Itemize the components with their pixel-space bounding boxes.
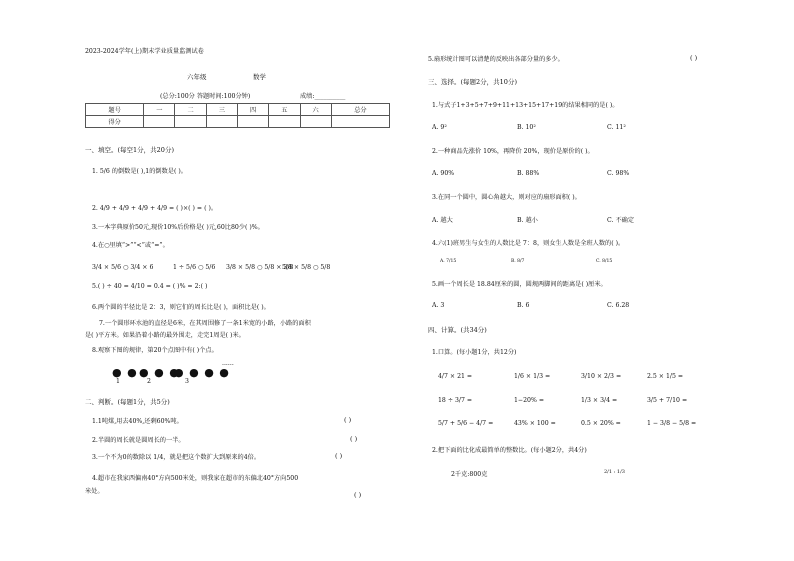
choice-3-c[interactable]: C. 不确定 (607, 217, 635, 224)
calc-item: 2.5 × 1/5 = (647, 373, 684, 380)
compare-b: 1 ÷ 5/6 ○ 5/6 (173, 264, 216, 271)
choice-3-a[interactable]: A. 越大 (432, 217, 453, 224)
question-1-8: 8.观察下图的规律，第20个点图中有( )个点。 (92, 347, 218, 354)
choice-5-c[interactable]: C. 6.28 (607, 302, 630, 309)
table-cell[interactable] (331, 116, 389, 128)
compare-d: 5/8 × 5/8 ○ 5/8 (282, 264, 331, 271)
answer-bracket[interactable]: ( ) (335, 452, 343, 460)
dot-figure-3: ● ● ● ● (174, 366, 230, 379)
table-cell: 得分 (86, 116, 144, 128)
table-cell: 三 (206, 104, 237, 116)
choice-4-b[interactable]: B. 8/7 (511, 259, 525, 264)
question-1-5: 5.( ) ÷ 40 = 4/10 = 0.4 = ( )% = 2:( ) (92, 283, 208, 290)
judge-4-line2: 米处。 (85, 488, 104, 495)
calc-item: 1−20% = (514, 397, 545, 404)
ratio-b: 2/1 : 1/3 (604, 469, 625, 475)
choice-5-b[interactable]: B. 6 (517, 302, 530, 309)
calc-item: 3/5 + 7/10 = (647, 397, 688, 404)
choice-4-a[interactable]: A. 7/15 (440, 259, 457, 264)
dot-figure-1: ● ● (112, 366, 138, 379)
table-cell: 题号 (86, 104, 144, 116)
choice-5-a[interactable]: A. 3 (432, 302, 445, 309)
table-cell[interactable] (175, 116, 206, 128)
compare-c: 3/8 × 5/8 ○ 5/8 × 3/8 (226, 264, 294, 271)
calc-item: 4/7 × 21 = (438, 373, 473, 380)
question-1-1: 1. 5/6 的倒数是( ),1的倒数是( )。 (92, 168, 187, 175)
table-cell: 二 (175, 104, 206, 116)
question-1-2: 2. 4/9 + 4/9 + 4/9 + 4/9 = ( )×( ) = ( )。 (92, 205, 218, 212)
choice-2-b[interactable]: B. 88% (517, 170, 540, 177)
table-row (86, 104, 390, 116)
calc-item: 1/6 × 1/3 = (514, 373, 551, 380)
question-1-6: 6.两个圆的半径比是 2：3，则它们的周长比是( )，面积比是( )。 (92, 304, 270, 311)
judge-3: 3.一个不为0的数除以 1/4，就是把这个数扩大到原来的4倍。 (92, 454, 261, 461)
answer-bracket[interactable]: ( ) (350, 435, 358, 443)
answer-bracket[interactable]: ( ) (344, 416, 352, 424)
section-2-title: 二、判断。(每题1分，共5分) (85, 398, 170, 406)
question-1-7-line2: 是( )平方米。如果沿着小路的最外围走，走完1周是( )米。 (85, 332, 245, 339)
choice-2-c[interactable]: C. 98% (607, 170, 630, 177)
table-cell[interactable] (144, 116, 175, 128)
subject-label: 数学 (253, 73, 266, 81)
table-cell[interactable] (300, 116, 331, 128)
dot-figure-2: ● ● ● (139, 366, 180, 379)
table-row (86, 116, 390, 128)
calc-item: 1 − 3/8 − 5/8 = (647, 420, 697, 427)
question-1-4: 4.在○里填“>”“<”或“=”。 (92, 242, 169, 249)
table-cell: 总分 (331, 104, 389, 116)
choice-3: 3.在同一个圆中，圆心角越大，则对应的扇形面积( )。 (432, 194, 581, 201)
calc-item: 0.5 × 20% = (581, 420, 621, 427)
table-cell[interactable] (206, 116, 237, 128)
dot-label-2: 2 (147, 378, 151, 385)
calc-item: 43% × 100 = (514, 420, 556, 427)
question-1-7-line1: 7.一个圆形环水池的直径是6米，在其周围修了一条1米宽的小路，小路的面积 (99, 320, 311, 327)
ratio-a: 2千克:800克 (451, 471, 488, 478)
section-4-title: 四、计算。(共34分) (428, 326, 487, 334)
answer-bracket[interactable]: ( ) (690, 54, 698, 62)
choice-1: 1.与式子1+3+5+7+9+11+13+15+17+19的结果相同的是( )。 (432, 102, 619, 109)
score-table (85, 103, 390, 128)
table-cell: 六 (300, 104, 331, 116)
calc-item: 18 ÷ 3/7 = (438, 397, 473, 404)
judge-5: 5.扇形统计图可以清楚的反映出各部分量的多少。 (428, 56, 564, 63)
choice-3-b[interactable]: B. 越小 (517, 217, 538, 224)
table-cell[interactable] (237, 116, 268, 128)
score-field: 成绩:__________ (300, 93, 346, 100)
section-3-title: 三、选择。(每题2分，共10分) (428, 78, 517, 86)
judge-4-line1: 4.超市在我家西偏南40°方向500米处，则我家在超市的东偏北40°方向500 (92, 475, 299, 482)
dot-label-1: 1 (116, 378, 120, 385)
answer-bracket[interactable]: ( ) (354, 491, 362, 499)
choice-2-a[interactable]: A. 90% (432, 170, 455, 177)
calc-item: 5/7 + 5/6 − 4/7 = (438, 420, 494, 427)
question-1-3: 3.一本字典原价50元,现价10%后价格是( )元,60比80少( )%。 (92, 224, 264, 231)
section-1-title: 一、填空。(每空1分，共20分) (85, 146, 174, 154)
table-cell[interactable] (269, 116, 300, 128)
judge-2: 2.半圆的周长就是圆周长的一半。 (92, 437, 185, 444)
grade-label: 六年级 (187, 73, 207, 81)
choice-1-b[interactable]: B. 10² (517, 124, 536, 131)
dot-ellipsis: ······ (222, 362, 234, 369)
table-cell: 五 (269, 104, 300, 116)
exam-meta: (总分:100分 答题时间:100分钟) (160, 93, 251, 100)
compare-a: 3/4 × 5/6 ○ 3/4 × 6 (92, 264, 154, 271)
calc-1-title: 1.口算。(每小题1分，共12分) (432, 349, 517, 356)
choice-5: 5.画一个周长是 18.84厘米的圆，圆规两脚间的距离是( )厘米。 (432, 281, 607, 288)
calc-item: 1/3 × 3/4 = (581, 397, 618, 404)
table-cell: 一 (144, 104, 175, 116)
calc-item: 3/10 × 2/3 = (581, 373, 622, 380)
table-cell: 四 (237, 104, 268, 116)
choice-1-c[interactable]: C. 11² (607, 124, 626, 131)
dot-label-3: 3 (185, 378, 189, 385)
choice-1-a[interactable]: A. 9² (432, 124, 447, 131)
choice-4: 4.六(1)班男生与女生的人数比是 7：8，则女生人数是全班人数的( )。 (432, 240, 625, 247)
choice-4-c[interactable]: C. 8/15 (596, 259, 613, 264)
judge-1: 1.1吨煤,用去40%,还剩60%吨。 (92, 418, 183, 425)
exam-title: 2023-2024学年(上)期末学业质量监测试卷 (85, 48, 204, 55)
choice-2: 2.一种商品先涨价 10%，再降价 20%，现价是原价的( )。 (432, 148, 594, 155)
calc-2-title: 2.把下面的比化成最简单的整数比。(每小题2分，共4分) (432, 447, 587, 454)
